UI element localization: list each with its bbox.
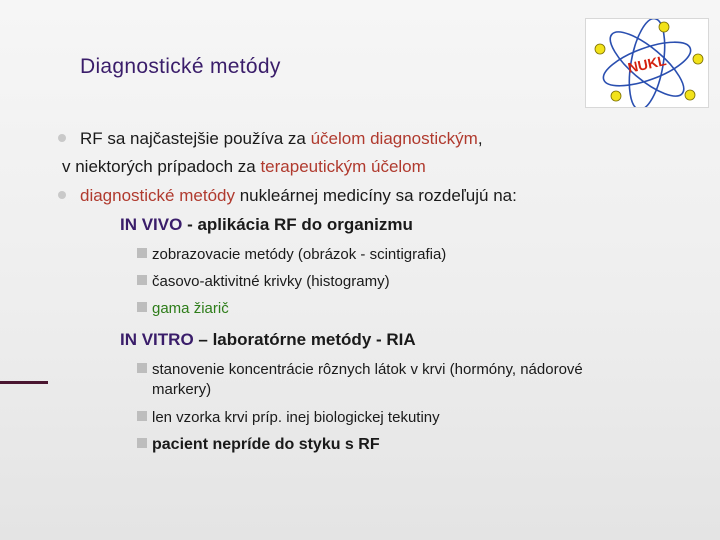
line-therapeutic: v niektorých prípadoch za terapeutickým účelom <box>62 157 426 176</box>
square-bullet-icon <box>137 438 147 448</box>
square-bullet-icon <box>137 275 147 285</box>
bullet-dot-icon <box>58 191 66 199</box>
square-bullet-icon <box>137 248 147 258</box>
decorative-rule <box>0 381 48 384</box>
list-item: len vzorka krvi príp. inej biologickej tekutiny <box>137 408 440 428</box>
bullet-rf-usage: RF sa najčastejšie používa za účelom diagnostickým, <box>58 128 483 150</box>
bullet-dot-icon <box>58 134 66 142</box>
bullet-diagnostic-methods: diagnostické metódy nukleárnej medicíny sa rozdeľujú na: <box>58 185 517 207</box>
list-item: gama žiarič <box>137 299 229 319</box>
list-item: stanovenie koncentrácie rôznych látok v krvi (hormóny, nádorové <box>137 360 583 380</box>
square-bullet-icon <box>137 363 147 373</box>
list-item: pacient nepríde do styku s RF <box>137 435 380 455</box>
heading-in-vitro: IN VITRO – laboratórne metódy - RIA <box>120 330 416 349</box>
list-item: časovo-aktivitné krivky (histogramy) <box>137 272 390 292</box>
atom-logo <box>585 18 709 108</box>
list-item: zobrazovacie metódy (obrázok - scintigrafia) <box>137 245 446 265</box>
logo-lettering: NUKL <box>626 52 668 76</box>
heading-in-vivo: IN VIVO - aplikácia RF do organizmu <box>120 215 413 234</box>
list-item-continuation: markery) <box>152 381 212 398</box>
square-bullet-icon <box>137 302 147 312</box>
atom-logo-graphic <box>586 19 708 107</box>
slide-title: Diagnostické metódy <box>80 55 281 78</box>
square-bullet-icon <box>137 411 147 421</box>
